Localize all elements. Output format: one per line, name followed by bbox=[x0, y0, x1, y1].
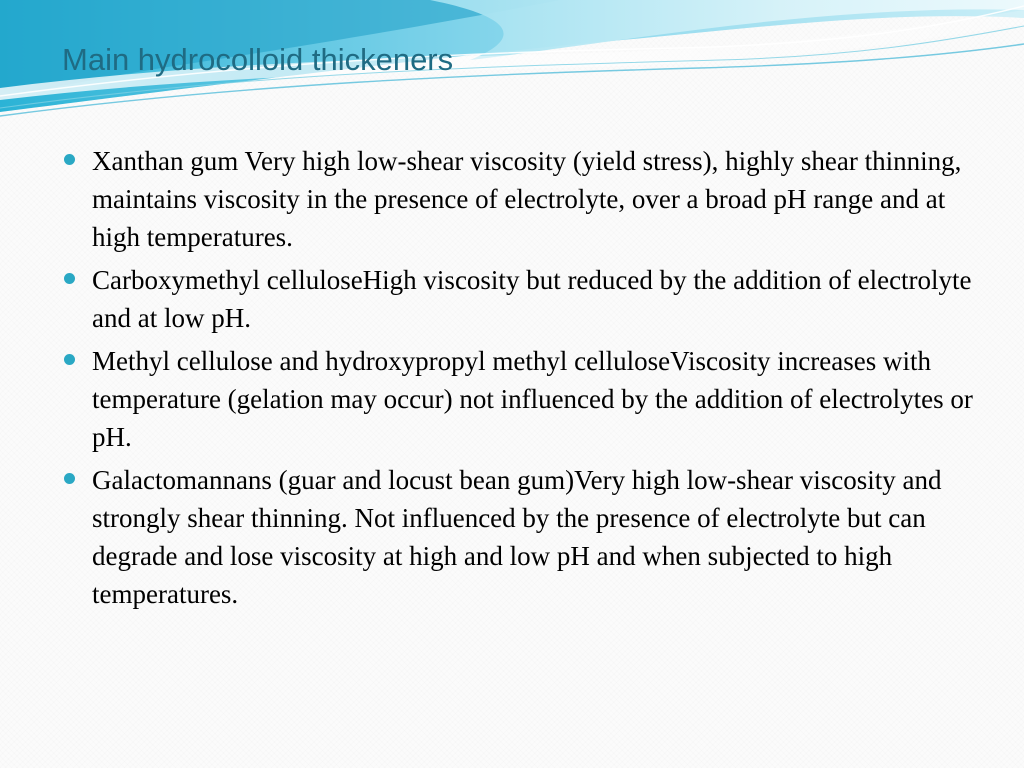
bullet-item-methyl-cellulose bbox=[62, 342, 982, 456]
bullet-dot-icon bbox=[64, 473, 75, 484]
bullet-dot-icon bbox=[64, 354, 75, 365]
bullet-dot-icon bbox=[64, 154, 75, 165]
bullet-list bbox=[62, 142, 982, 618]
slide-title: Main hydrocolloid thickeners bbox=[62, 42, 454, 77]
bullet-item-galactomannans bbox=[62, 461, 982, 613]
bullet-text: Xanthan gum Very high low-shear viscosity (yield stress), highly shear thinning, maintains viscosity in the presence of electrolyte, over a broad pH range and at high temperatures. bbox=[92, 146, 962, 252]
bullet-dot-icon bbox=[64, 273, 75, 284]
bullet-text: Galactomannans (guar and locust bean gum)Very high low-shear viscosity and strongly shear thinning. Not influenced by the presence of electrolyte but can degrade and lose viscosity at high and low pH and when subjected to high temperatures. bbox=[92, 465, 942, 609]
bullet-item-xanthan-gum bbox=[62, 142, 982, 256]
bullet-text: Methyl cellulose and hydroxypropyl methyl celluloseViscosity increases with temperature (gelation may occur) not influenced by the addition of electrolytes or pH. bbox=[92, 346, 973, 452]
bullet-item-carboxymethyl-cellulose bbox=[62, 261, 982, 337]
bullet-text: Carboxymethyl celluloseHigh viscosity but reduced by the addition of electrolyte and at low pH. bbox=[92, 265, 972, 333]
